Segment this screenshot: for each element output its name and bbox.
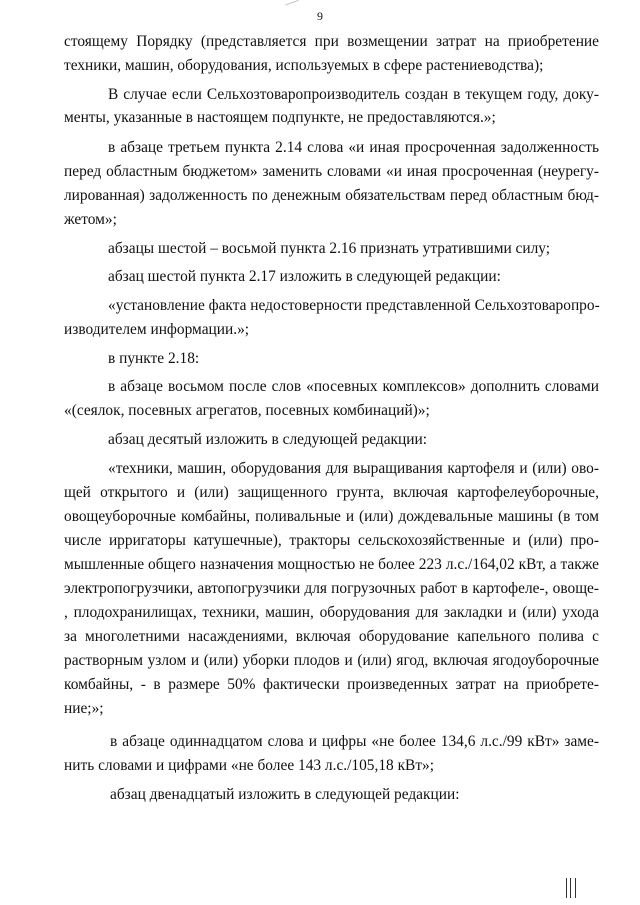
text-line: абзацы шестой – восьмой пункта 2.16 признать утратившими силу; [108,240,551,257]
text-line: «техники, машин, оборудования для выращивания картофеля и (или) ово- [108,460,599,477]
margin-mark [566,878,576,898]
text-line: в абзаце одиннадцатом слова и цифры «не более 134,6 л.с./99 кВт» заме- [110,733,599,750]
text-line: в абзаце восьмом после слов «посевных комплексов» дополнить словами [108,378,599,395]
text-line: в пункте 2.18: [108,350,200,367]
text-line: перед областным бюджетом» заменить словами «и иная просроченная (неурегу- [64,163,599,180]
text-line: в абзаце третьем пункта 2.14 слова «и иная просроченная задолженность [108,139,599,156]
text-line: стоящему Порядку (представляется при возмещении затрат на приобретение [64,33,599,50]
text-line: , плодохранилищах, техники, машин, оборудования для закладки и (или) ухода [64,604,599,621]
text-line: жетом»; [64,211,117,228]
text-line: менты, указанные в настоящем подпункте, не предоставляются.»; [64,109,496,126]
text-line: электропогрузчики, автопогрузчики для погрузочных работ в картофеле-, овоще- [64,580,599,597]
text-line: комбайны, - в размере 50% фактически произведенных затрат на приобрете- [64,676,599,693]
page-number: 9 [317,9,323,23]
text-line: «установление факта недостоверности представленной Сельхозтоваропро- [108,297,600,314]
text-line: нить словами и цифрами «не более 143 л.с./105,18 кВт»; [64,757,435,774]
text-line: овощеуборочные комбайны, поливальные и (или) дождевальные машины (в том [64,508,599,525]
text-line: абзац двенадцатый изложить в следующей редакции: [110,786,460,803]
text-line: за многолетними насаждениями, включая оборудование капельного полива с [64,628,599,645]
text-line: В случае если Сельхозтоваропроизводитель создан в текущем году, доку- [108,86,599,103]
text-line: ние;»; [64,700,104,717]
text-line: растворным узлом и (или) уборки плодов и (или) ягод, включая ягодоуборочные [64,652,599,669]
text-line: изводителем информации.»; [64,321,250,338]
text-line: мышленные общего назначения мощностью не более 223 л.с./164,02 кВт, а также [64,556,599,573]
text-line: абзац шестой пункта 2.17 изложить в следующей редакции: [108,268,501,285]
text-line: щей открытого и (или) защищенного грунта, включая картофелеуборочные, [64,484,599,501]
text-line: абзац десятый изложить в следующей редакции: [108,431,428,448]
text-line: техники, машин, оборудования, используемых в сфере растениеводства); [64,57,544,74]
text-line: лированная) задолженность по денежным обязательствам перед областным бюд- [64,187,599,204]
text-line: числе ирригаторы катушечные), тракторы сельскохозяйственные и (или) про- [64,532,599,549]
text-line: «(сеялок, посевных агрегатов, посевных комбинаций)»; [64,402,430,419]
